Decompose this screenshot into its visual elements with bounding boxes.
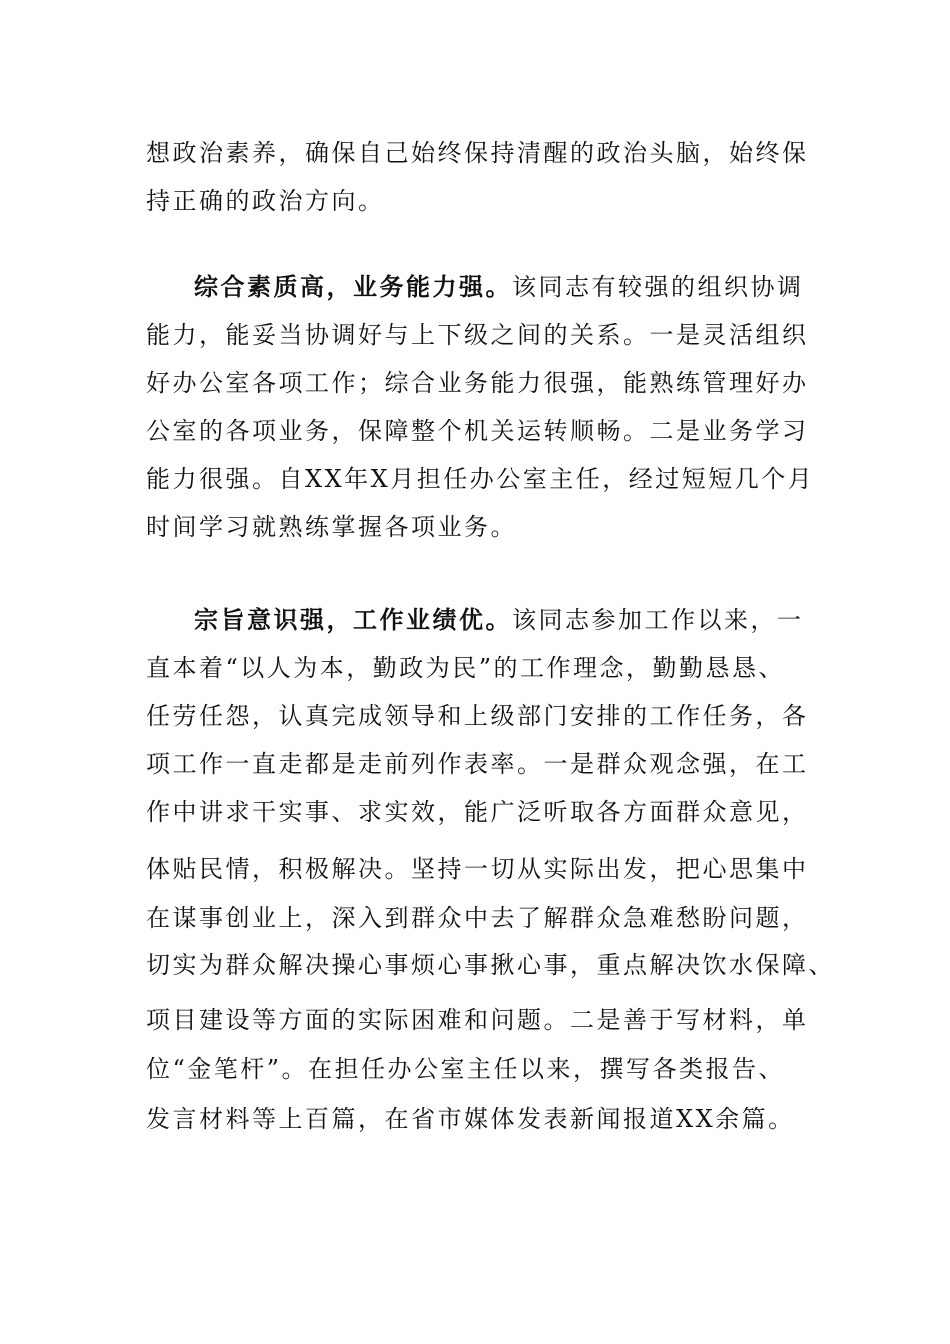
paragraph-2-line-6: 时间学习就熟练掌握各项业务。 — [146, 513, 517, 541]
paragraph-3-line-1 — [194, 604, 804, 636]
paragraph-3-line-9: 项目建设等方面的实际困难和问题。二是善于写材料，单 — [146, 1006, 809, 1034]
paragraph-2-line-1-text: 该同志有较强的组织协调 — [512, 273, 804, 301]
paragraph-3-line-5: 作中讲求干实事、求实效，能广泛听取各方面群众意见， — [146, 798, 809, 826]
paragraph-3-line-4: 项工作一直走都是走前列作表率。一是群众观念强，在工 — [146, 750, 809, 778]
paragraph-3-line-7: 在谋事创业上，深入到群众中去了解群众急难愁盼问题， — [146, 904, 809, 932]
paragraph-1-line-1: 想政治素养，确保自己始终保持清醒的政治头脑，始终保 — [146, 139, 809, 167]
paragraph-2-line-4: 公室的各项业务，保障整个机关运转顺畅。二是业务学习 — [146, 417, 809, 445]
paragraph-2-line-2: 能力，能妥当协调好与上下级之间的关系。一是灵活组织 — [146, 321, 809, 349]
paragraph-3-line-10: 位“金笔杆”。在担任办公室主任以来，撰写各类报告、 — [146, 1055, 786, 1083]
paragraph-3-line-11: 发言材料等上百篇，在省市媒体发表新闻报道XX余篇。 — [146, 1105, 795, 1133]
paragraph-3-lead: 宗旨意识强，工作业绩优。 — [194, 606, 512, 634]
paragraph-2-line-1 — [194, 271, 804, 303]
paragraph-3-line-8: 切实为群众解决操心事烦心事揪心事，重点解决饮水保障、 — [146, 951, 835, 979]
paragraph-3-line-2: 直本着“以人为本，勤政为民”的工作理念，勤勤恳恳、 — [146, 654, 786, 682]
paragraph-2-line-5: 能力很强。自XX年X月担任办公室主任，经过短短几个月 — [146, 465, 815, 493]
paragraph-2-line-3: 好办公室各项工作；综合业务能力很强，能熟练管理好办 — [146, 369, 809, 397]
paragraph-3-line-6: 体贴民情，积极解决。坚持一切从实际出发，把心思集中 — [146, 855, 809, 883]
paragraph-3-line-1-text: 该同志参加工作以来，一 — [512, 606, 804, 634]
paragraph-2-lead: 综合素质高，业务能力强。 — [194, 273, 512, 301]
paragraph-1-line-2: 持正确的政治方向。 — [146, 187, 385, 215]
paragraph-3-line-3: 任劳任怨，认真完成领导和上级部门安排的工作任务，各 — [146, 702, 809, 730]
